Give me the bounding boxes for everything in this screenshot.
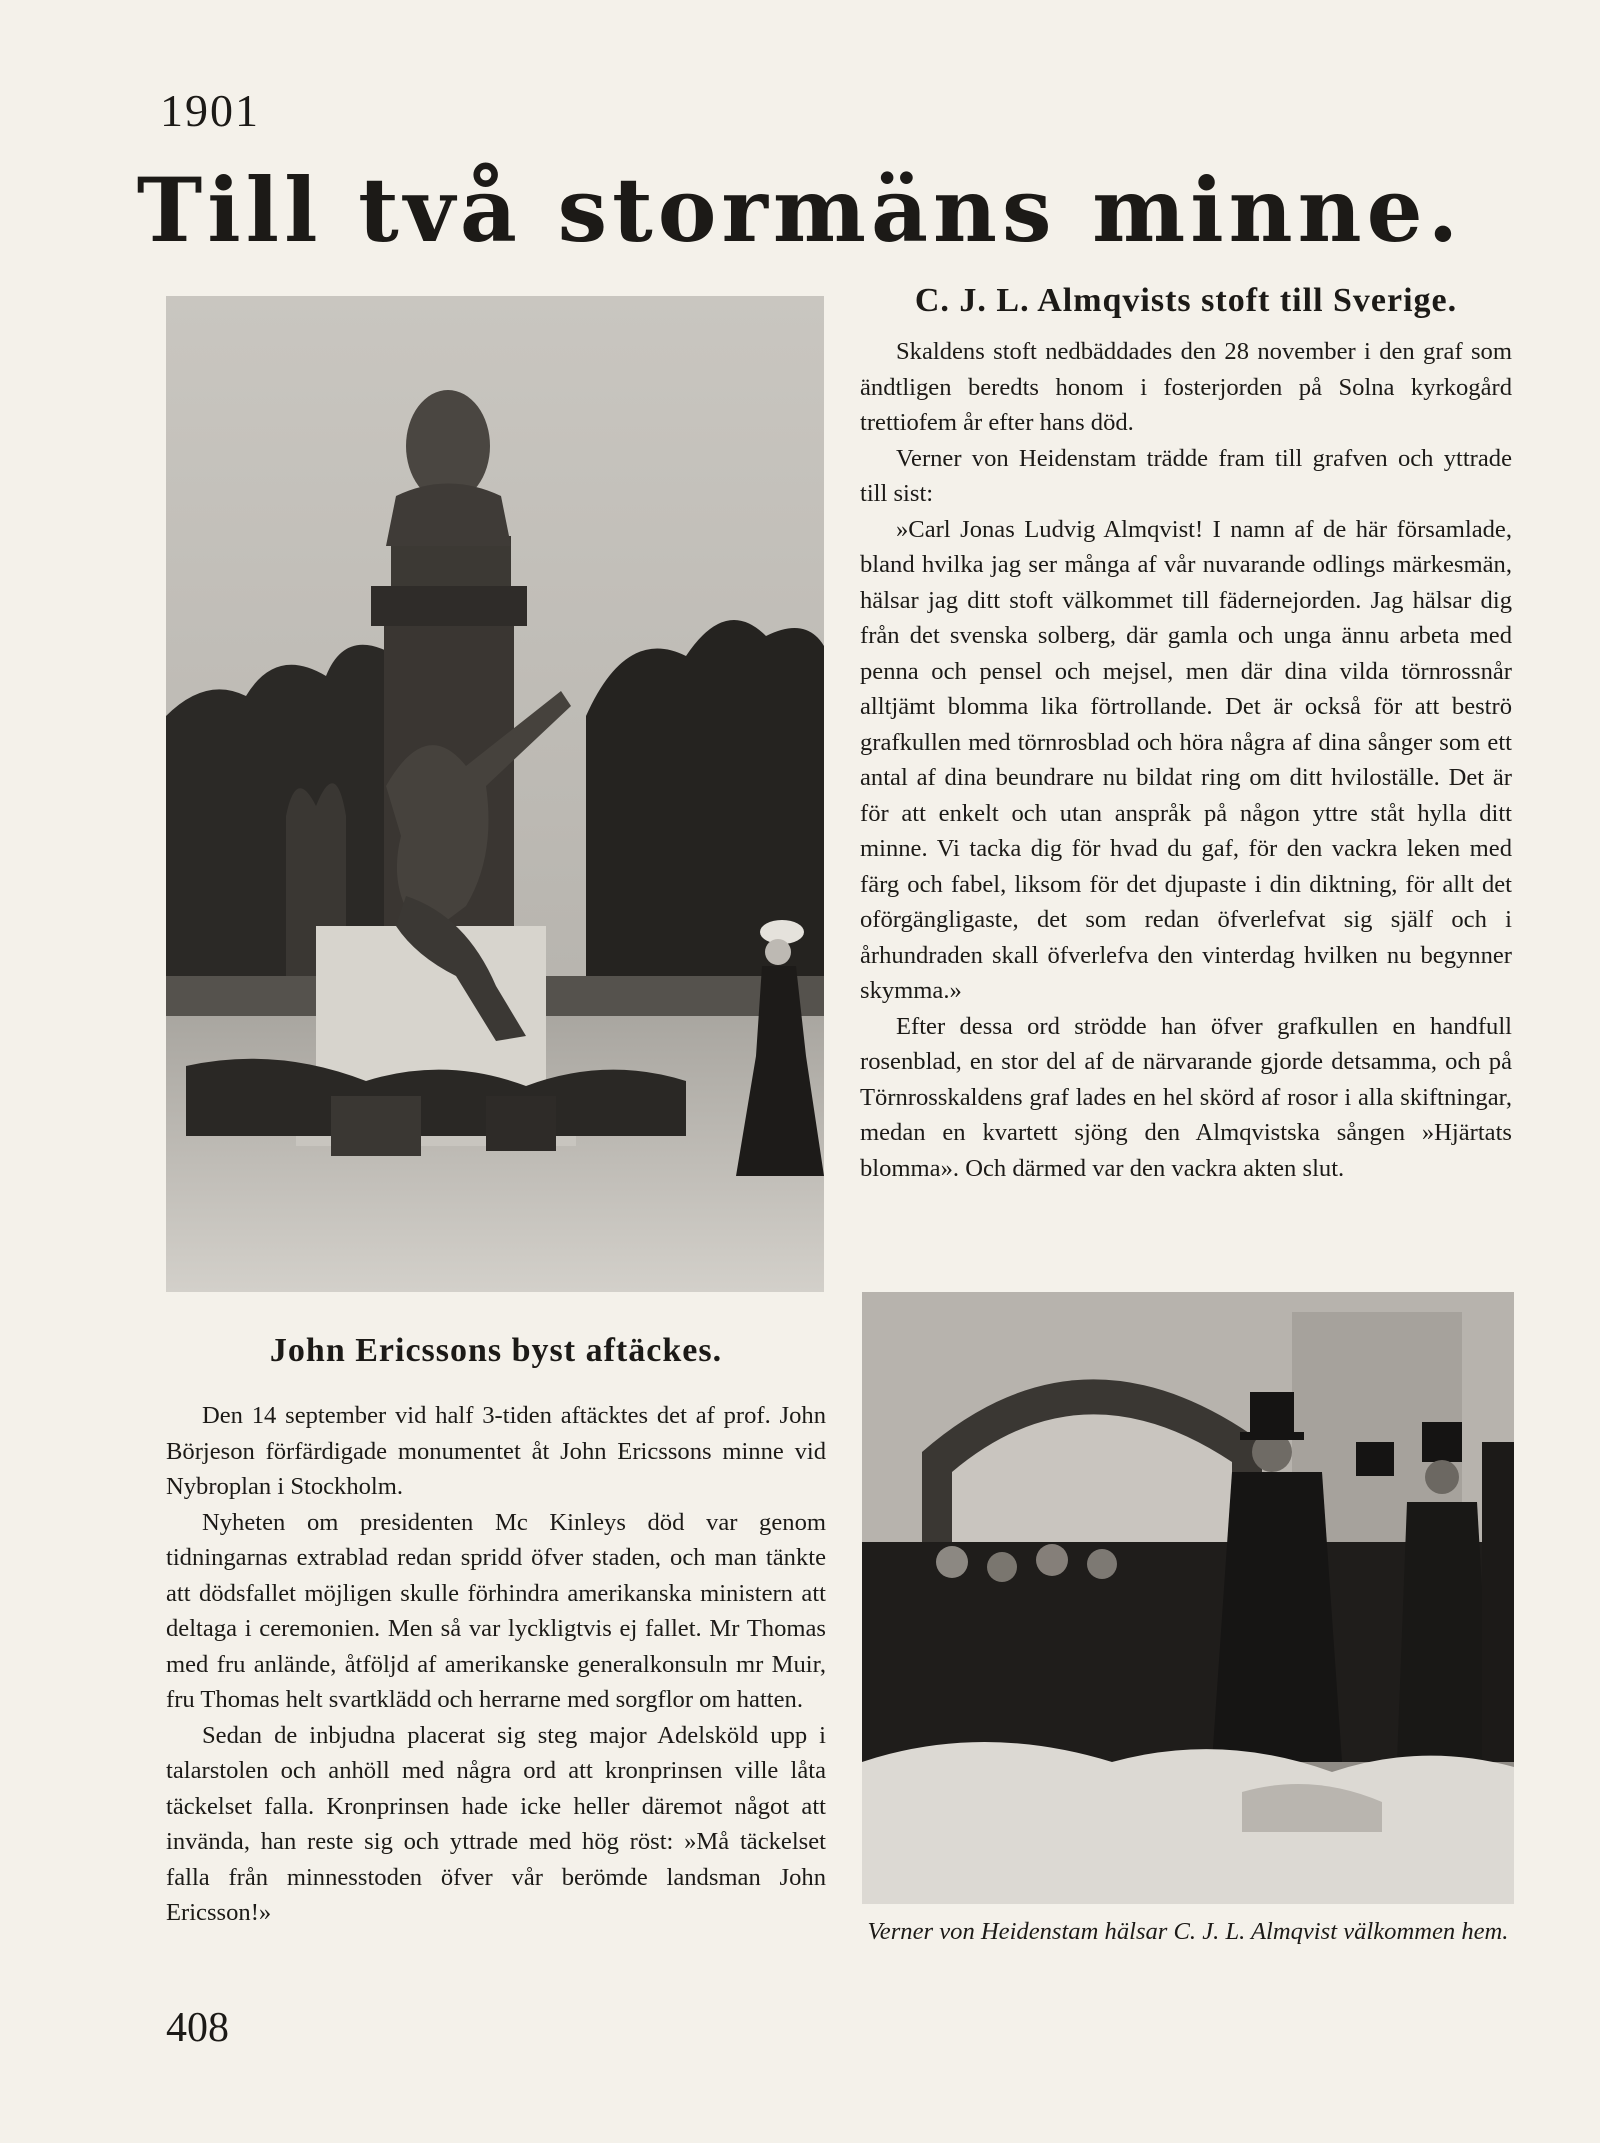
grave-photo — [862, 1292, 1514, 1904]
grave-photo-illustration — [862, 1292, 1514, 1904]
almqvist-paragraph-4: Efter dessa ord strödde han öfver grafkullen en handfull rosenblad, en stor del af de närvarande gjorde detsamma, och på Törnrosskaldens graf lades en hel skörd af rosor i alla skiftningar, medan en kvartett sjöng den Almqvistska sången »Hjärtats blomma». Och därmed var den vackra akten slut. — [860, 1012, 1512, 1182]
grave-photo-caption: Verner von Heidenstam hälsar C. J. L. Almqvist välkommen hem. — [867, 1918, 1509, 1945]
ericsson-article — [166, 1332, 826, 1931]
ericsson-paragraph-3: Sedan de inbjudna placerat sig steg major Adelsköld upp i talarstolen och anhöll med några ord att kronprinsen ville låta täckelset falla. Kronprinsen hade icke heller däremot något att invända, han reste sig och yttrade med hög röst: »Må täckelset falla från minnesstoden öfver vår berömde landsman John Ericsson!» — [166, 1721, 826, 1926]
page-number: 408 — [166, 2005, 229, 2051]
almqvist-heading: C. J. L. Almqvists stoft till Sverige. — [914, 282, 1458, 319]
year-header: 1901 — [160, 85, 260, 136]
almqvist-paragraph-3: »Carl Jonas Ludvig Almqvist! I namn af de här församlade, bland hvilka jag ser många af vår nuvarande odlings märkesmän, hälsar jag ditt stoft välkommet till fädernejorden. Jag hälsar dig från det svenska solberg, där gamla och unga ännu arbeta med penna och pensel och mejsel, men där dina vilda törnrossnår alltjämt blomma lika förtrollande. Det är också för att beströ grafkullen med törnrosblad och höra några af dina sånger som ett antal af dina beundrare nu bildat ring om ditt hviloställe. Det är för att enkelt och utan anspråk på någon yttre ståt hylla ditt minne. Vi tacka dig för hvad du gaf, för den vackra leken med färg och fabel, liksom för det djupaste i din diktning, för allt det oförgängligaste, det som redan öfverlefvat sig själf och i århundraden skall öfverlefva den vinterdag hvilken nu begynner skymma.» — [860, 515, 1512, 1004]
monument-photo-illustration — [166, 296, 824, 1292]
almqvist-article — [860, 282, 1512, 1186]
ericsson-heading: John Ericssons byst aftäckes. — [269, 1332, 723, 1369]
monument-photo — [166, 296, 824, 1292]
almqvist-paragraph-2: Verner von Heidenstam trädde fram till grafven och yttrade till sist: — [860, 444, 1512, 507]
ericsson-paragraph-1: Den 14 september vid half 3-tiden aftäcktes det af prof. John Börjeson förfärdigade monumentet åt John Ericssons minne vid Nybroplan i Stockholm. — [166, 1402, 826, 1500]
page-title: Till två stormäns minne. — [136, 158, 1464, 262]
ericsson-paragraph-2: Nyheten om presidenten Mc Kinleys död var genom tidningarnas extrablad redan spridd öfver staden, och man tänkte att dödsfallet möjligen skulle förhindra amerikanska ministern att deltaga i ceremonien. Men så var lyckligtvis ej fallet. Mr Thomas med fru anlände, åtföljd af amerikanske generalkonsuln mr Muir, fru Thomas helt svartklädd och herrarne med sorgflor om hatten. — [166, 1508, 826, 1713]
almqvist-paragraph-1: Skaldens stoft nedbäddades den 28 november i den graf som ändtligen beredts honom i fosterjorden på Solna kyrkogård trettiofem år efter hans död. — [860, 338, 1512, 436]
